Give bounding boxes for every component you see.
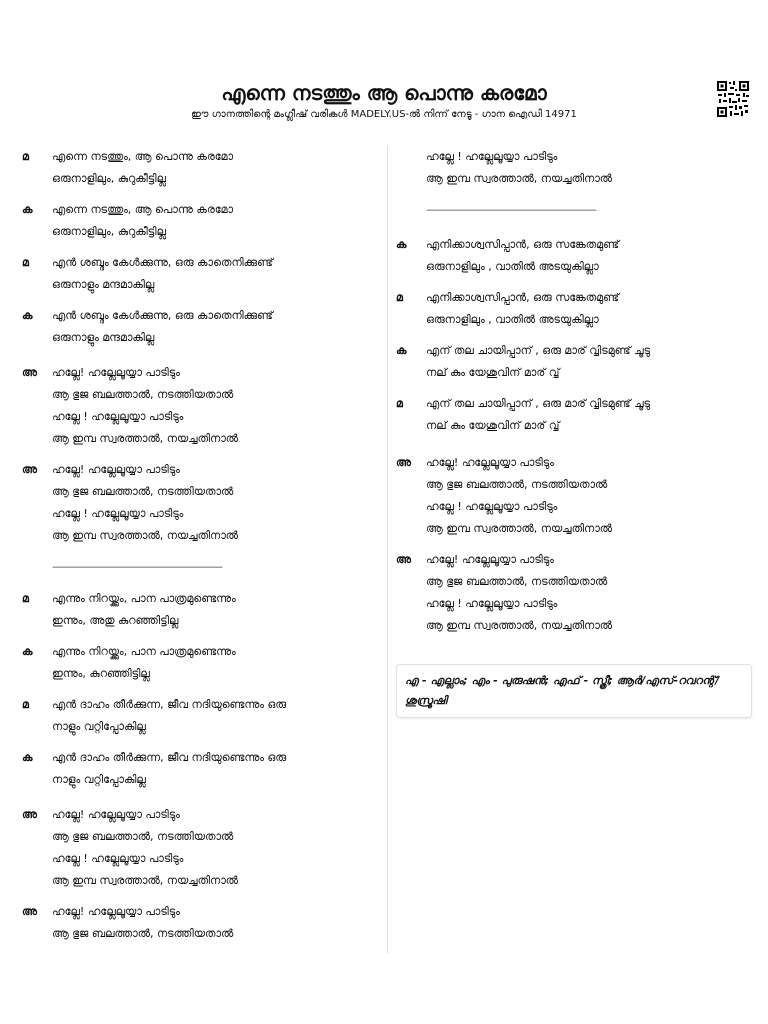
lyric-line: ആ ഭുജ ബലത്താൽ, നടത്തിയതാൽ — [52, 830, 234, 843]
song-title: എന്നെ നടത്തും ആ പൊന്നു കരമോ — [221, 81, 547, 105]
lyric-line: ഹല്ലേ ! ഹല്ലേലൂയ്യാ പാടിടും — [52, 410, 184, 423]
lyric-line: എന് തല ചായിപ്പാന് , ഒരു മാര് വ്വിടമുണ്ട് ചൂടു — [426, 344, 651, 357]
singer-tag: മ — [22, 698, 29, 711]
verse-lines — [52, 694, 377, 738]
singer-tag: മ — [396, 397, 403, 410]
verse-block — [396, 287, 752, 331]
singer-tag: അ — [22, 808, 37, 821]
verse-block — [396, 234, 752, 278]
verse-block — [22, 252, 377, 296]
lyric-line: ആ ഇമ്പ സ്വരത്താൽ, നയച്ചതിനാൽ — [426, 172, 613, 185]
legend-box: എ - എല്ലാം; എം - പുരുഷൻ; എഫ് - സ്ത്രീ; ആർ/എസ്-റവറന്റ്/ ശുസ്രൂഷി — [396, 664, 752, 718]
singer-tag: മ — [22, 592, 29, 605]
verse-lines — [426, 549, 752, 637]
lyric-line: ഹല്ലേ ! ഹല്ലേലൂയ്യാ പാടിടും — [426, 150, 558, 163]
lyric-line: ഇന്നും, അതു കുറഞ്ഞിട്ടില്ല — [52, 614, 179, 627]
lyric-line: എനിക്കാശ്വസിപ്പാൻ, ഒരു സങ്കേതമുണ്ട് — [426, 238, 620, 251]
lyric-line: ഹല്ലേ ! ഹല്ലേലൂയ്യാ പാടിടും — [426, 500, 558, 513]
verse-block — [22, 641, 377, 685]
lyric-line: ഹല്ലേ ! ഹല്ലേലൂയ്യാ പാടിടും — [52, 507, 184, 520]
lyric-line: ഹല്ലേ! ഹല്ലേലൂയ്യാ പാടിടും — [52, 808, 180, 821]
lyric-line: എന്നെ നടത്തും, ആ പൊന്നു കരമോ — [52, 203, 234, 216]
lyric-line: നാളും വറ്റിപ്പോകില്ല — [52, 773, 146, 786]
lyric-line: എന് തല ചായിപ്പാന് , ഒരു മാര് വ്വിടമുണ്ട് ചൂടു — [426, 397, 651, 410]
verse-block — [396, 393, 752, 437]
verse-lines — [52, 588, 377, 632]
verse-block — [22, 305, 377, 349]
verse-block — [22, 694, 377, 738]
lyric-line: ആ ഭുജ ബലത്താൽ, നടത്തിയതാൽ — [426, 575, 608, 588]
lyric-line: ആ ഇമ്പ സ്വരത്താൽ, നയച്ചതിനാൽ — [426, 522, 613, 535]
qr-code-icon[interactable] — [716, 80, 750, 118]
song-subtitle: ഈ ഗാനത്തിന്റെ മംഗ്ലീഷ് വരികൾ MADELY.US-ൽ നിന്ന് നേടൂ - ഗാന ഐഡി 14971 — [191, 109, 577, 120]
verse-block — [396, 340, 752, 384]
lyric-line: നാളും വറ്റിപ്പോകില്ല — [52, 720, 146, 733]
lyric-line: എന്നെ നടത്തും, ആ പൊന്നു കരമോ — [52, 150, 234, 163]
lyric-line: ആ ഭുജ ബലത്താൽ, നടത്തിയതാൽ — [52, 927, 234, 940]
lyric-line: എൻ ശബ്ദം കേൾക്കുന്നു, ഒരു കാതെനിക്കുണ്ട് — [52, 256, 273, 269]
lyric-line: ഹല്ലേ ! ഹല്ലേലൂയ്യാ പാടിടും — [426, 597, 558, 610]
lyric-line: ആ ഭുജ ബലത്താൽ, നടത്തിയതാൽ — [52, 388, 234, 401]
section-separator: ————————————————— — [426, 203, 596, 216]
verse-lines — [426, 393, 752, 437]
singer-tag: ക — [396, 238, 407, 251]
singer-tag — [396, 146, 426, 190]
verse-lines — [52, 305, 377, 349]
verse-lines — [52, 641, 377, 685]
singer-tag: അ — [396, 456, 411, 469]
lyric-line: ഒരുനാളിലും, കുറുകീട്ടില്ല — [52, 172, 166, 185]
lyric-line: ഹല്ലേ! ഹല്ലേലൂയ്യാ പാടിടും — [52, 366, 180, 379]
lyric-line: ഒരുനാളും മന്ദമാകില്ല — [52, 331, 155, 344]
singer-tag: ക — [396, 344, 407, 357]
verse-lines — [426, 287, 752, 331]
lyric-line: എൻ ദാഹം തീർക്കുന്ന, ജീവ നദിയുണ്ടെന്നും ഒരു — [52, 751, 287, 764]
verse-block — [22, 804, 377, 892]
singer-tag: ക — [22, 203, 33, 216]
verse-lines — [52, 747, 377, 791]
verse-lines — [426, 340, 752, 384]
lyric-line: ഹല്ലേ! ഹല്ലേലൂയ്യാ പാടിടും — [426, 456, 554, 469]
lyric-line: ഹല്ലേ! ഹല്ലേലൂയ്യാ പാടിടും — [426, 553, 554, 566]
lyric-line: ആ ഭുജ ബലത്താൽ, നടത്തിയതാൽ — [426, 478, 608, 491]
singer-tag: ക — [22, 751, 33, 764]
singer-tag: അ — [22, 366, 37, 379]
lyric-line: ഒരുനാളിലും, കുറുകീട്ടില്ല — [52, 225, 166, 238]
lyric-line: എൻ ശബ്ദം കേൾക്കുന്നു, ഒരു കാതെനിക്കുണ്ട് — [52, 309, 273, 322]
verse-lines — [426, 452, 752, 540]
singer-tag: അ — [22, 905, 37, 918]
singer-tag: മ — [22, 150, 29, 163]
singer-tag: അ — [22, 463, 37, 476]
verse-lines — [52, 459, 377, 547]
verse-lines — [52, 199, 377, 243]
verse-lines — [52, 252, 377, 296]
verse-block — [22, 362, 377, 450]
lyric-line: ഒരുനാളിലും , വാതിൽ അടയുകില്ലാ — [426, 260, 599, 273]
right-column — [396, 146, 752, 637]
verse-lines — [52, 146, 377, 190]
verse-block — [22, 901, 377, 945]
lyric-line: എൻ ദാഹം തീർക്കുന്ന, ജീവ നദിയുണ്ടെന്നും ഒരു — [52, 698, 287, 711]
lyric-line: ഹല്ലേ ! ഹല്ലേലൂയ്യാ പാടിടും — [52, 852, 184, 865]
verse-lines — [52, 901, 377, 945]
verse-block — [396, 452, 752, 540]
verse-lines — [52, 362, 377, 450]
lyric-line: ആ ഭുജ ബലത്താൽ, നടത്തിയതാൽ — [52, 485, 234, 498]
verse-block — [396, 549, 752, 637]
verse-block — [396, 146, 752, 190]
singer-tag: മ — [396, 291, 403, 304]
lyric-line: നല് കും യേശുവിന് മാര് വ്വ് — [426, 419, 560, 432]
left-column — [22, 146, 377, 945]
singer-tag: മ — [22, 256, 29, 269]
verse-block — [22, 459, 377, 547]
lyric-line: എന്നും നിറയ്ക്കും, പാന പാത്രമുണ്ടെന്നും — [52, 645, 236, 658]
lyric-line: ഒരുനാളിലും , വാതിൽ അടയുകില്ലാ — [426, 313, 599, 326]
verse-block — [22, 588, 377, 632]
column-divider — [387, 146, 388, 954]
lyric-line: എന്നും നിറയ്ക്കും, പാന പാത്രമുണ്ടെന്നും — [52, 592, 236, 605]
lyric-line: എനിക്കാശ്വസിപ്പാൻ, ഒരു സങ്കേതമുണ്ട് — [426, 291, 620, 304]
lyric-line: ആ ഇമ്പ സ്വരത്താൽ, നയച്ചതിനാൽ — [52, 529, 239, 542]
lyric-line: ആ ഇമ്പ സ്വരത്താൽ, നയച്ചതിനാൽ — [52, 874, 239, 887]
verse-block — [22, 747, 377, 791]
singer-tag: അ — [396, 553, 411, 566]
lyric-line: നല് കും യേശുവിന് മാര് വ്വ് — [426, 366, 560, 379]
singer-tag: ക — [22, 309, 33, 322]
section-separator: ————————————————— — [52, 560, 222, 573]
lyric-line: ഹല്ലേ! ഹല്ലേലൂയ്യാ പാടിടും — [52, 463, 180, 476]
lyric-line: ഹല്ലേ! ഹല്ലേലൂയ്യാ പാടിടും — [52, 905, 180, 918]
lyric-line: ഇന്നും, കുറഞ്ഞിട്ടില്ല — [52, 667, 150, 680]
verse-lines — [426, 146, 752, 190]
verse-lines — [426, 234, 752, 278]
verse-lines — [52, 804, 377, 892]
singer-tag: ക — [22, 645, 33, 658]
verse-block — [22, 199, 377, 243]
lyric-line: ആ ഇമ്പ സ്വരത്താൽ, നയച്ചതിനാൽ — [52, 432, 239, 445]
verse-block — [22, 146, 377, 190]
song-header — [0, 80, 768, 122]
lyric-line: ഒരുനാളും മന്ദമാകില്ല — [52, 278, 155, 291]
lyric-line: ആ ഇമ്പ സ്വരത്താൽ, നയച്ചതിനാൽ — [426, 619, 613, 632]
